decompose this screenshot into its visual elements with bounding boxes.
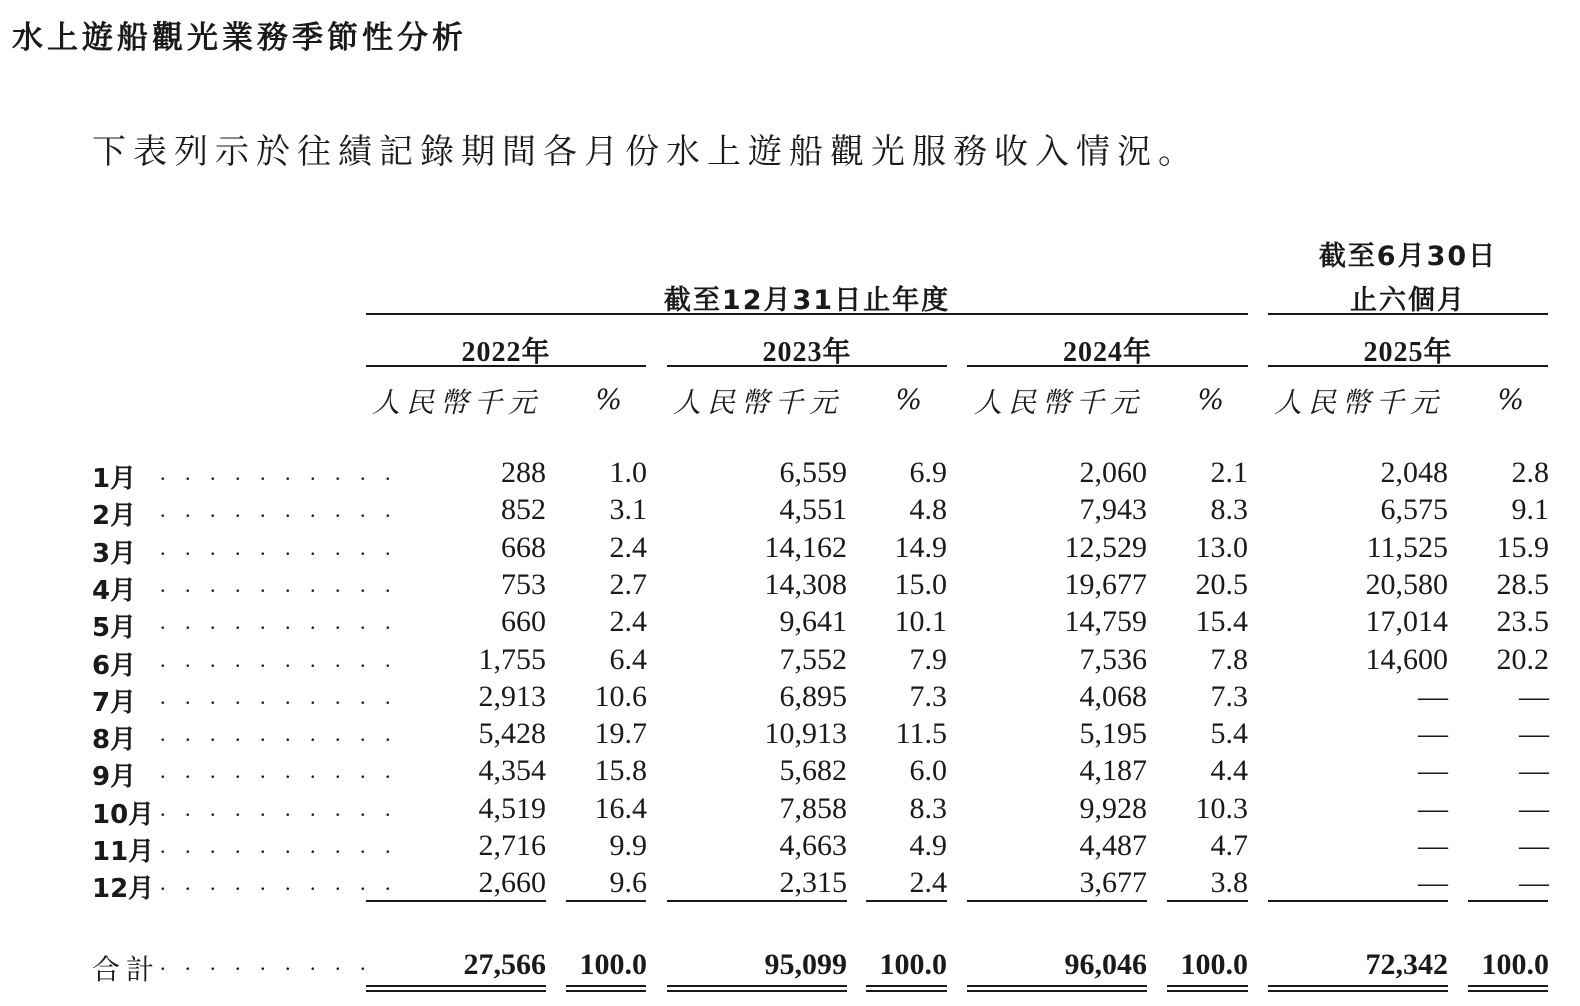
cell-pct-2023: 7.9 (909, 642, 947, 676)
cell-value-2023: 9,641 (779, 605, 847, 639)
total-double-rule (967, 990, 1147, 992)
leader-dots: . . . . . . . . . . (160, 460, 398, 485)
cell-pct-2024: 10.3 (1195, 791, 1248, 825)
leader-dots: . . . . . . . . . . (160, 683, 398, 709)
year-header-2023: 2023年 (762, 337, 852, 368)
subtotal-rule (1468, 900, 1548, 902)
year-header-2024: 2024年 (1062, 337, 1152, 368)
cell-pct-2023: 6.0 (909, 754, 947, 788)
cell-pct-2025: — (1519, 717, 1549, 751)
cell-value-2022: 288 (501, 456, 546, 489)
cell-value-2023: 14,308 (764, 567, 847, 601)
subtotal-rule (866, 900, 947, 902)
cell-pct-2023: 7.3 (909, 679, 947, 713)
cell-value-2022: 4,354 (478, 754, 546, 788)
cell-value-2022: 2,716 (478, 829, 546, 862)
subtotal-rule (1167, 900, 1248, 902)
total-value-2024: 96,046 (1064, 948, 1147, 981)
leader-dots: . . . . . . . . . . (160, 870, 398, 896)
cell-value-2025: 14,600 (1365, 642, 1448, 676)
total-double-rule (1268, 985, 1448, 987)
cell-pct-2022: 2.4 (609, 530, 647, 564)
cell-value-2023: 6,559 (779, 456, 847, 489)
year-rule-2025 (1268, 365, 1548, 367)
total-pct-2023: 100.0 (879, 948, 947, 981)
row-month-label: 7月 (92, 687, 137, 718)
cell-value-2024: 3,677 (1079, 866, 1147, 900)
cell-pct-2025: 20.2 (1496, 642, 1549, 676)
cell-pct-2022: 19.7 (594, 717, 647, 751)
cell-pct-2023: 10.1 (894, 605, 947, 639)
row-month-label: 12月 (92, 874, 155, 905)
pct-header-2023: % (895, 383, 922, 416)
cell-value-2024: 9,928 (1079, 791, 1147, 825)
cell-value-2022: 2,660 (478, 866, 546, 900)
leader-dots: . . . . . . . . . . (160, 534, 398, 560)
cell-value-2025: 20,580 (1365, 567, 1448, 601)
leader-dots: . . . . . . . . . . (160, 646, 398, 672)
pct-header-2022: % (595, 383, 622, 416)
cell-value-2025: — (1418, 829, 1448, 862)
year-rule-2023 (667, 365, 947, 367)
leader-dots: . . . . . . . . . . (160, 795, 398, 821)
cell-value-2024: 4,068 (1079, 679, 1147, 713)
total-leader-dots: . . . . . . . . . (160, 950, 373, 975)
year-group-rule (366, 313, 1248, 315)
total-pct-2025: 100.0 (1481, 948, 1549, 981)
cell-pct-2024: 20.5 (1195, 567, 1248, 601)
cell-value-2022: 5,428 (478, 717, 546, 751)
cell-value-2024: 4,487 (1079, 829, 1147, 862)
cell-value-2025: 2,048 (1380, 456, 1448, 489)
total-pct-2022: 100.0 (579, 948, 647, 981)
cell-pct-2024: 2.1 (1210, 456, 1248, 489)
row-month-label: 2月 (92, 501, 137, 532)
cell-value-2023: 7,858 (779, 791, 847, 825)
subtotal-rule (566, 900, 646, 902)
total-double-rule (866, 985, 947, 987)
period-group-header-line2: 止六個月 (1350, 285, 1466, 316)
cell-value-2025: 6,575 (1380, 493, 1448, 527)
year-group-header: 截至12月31日止年度 (663, 285, 951, 316)
leader-dots: . . . . . . . . . . (160, 833, 398, 858)
cell-value-2023: 4,663 (779, 829, 847, 862)
cell-value-2025: — (1418, 679, 1448, 713)
leader-dots: . . . . . . . . . . (160, 609, 398, 635)
total-double-rule (1167, 985, 1248, 987)
row-month-label: 10月 (92, 799, 155, 830)
cell-pct-2025: 15.9 (1496, 530, 1549, 564)
cell-value-2025: — (1418, 791, 1448, 825)
year-header-2025: 2025年 (1363, 337, 1453, 368)
cell-pct-2024: 13.0 (1195, 530, 1248, 564)
total-double-rule (866, 990, 947, 992)
pct-header-2025: % (1497, 383, 1524, 416)
row-month-label: 9月 (92, 762, 137, 793)
cell-value-2025: — (1418, 866, 1448, 900)
cell-pct-2025: 2.8 (1511, 456, 1549, 489)
cell-value-2023: 6,895 (779, 679, 847, 713)
total-value-2022: 27,566 (463, 948, 546, 981)
cell-pct-2025: 23.5 (1496, 605, 1549, 639)
pct-header-2024: % (1197, 383, 1224, 416)
total-double-rule (566, 990, 646, 992)
row-month-label: 6月 (92, 650, 137, 681)
cell-value-2022: 660 (501, 605, 546, 639)
cell-pct-2022: 15.8 (594, 754, 647, 788)
cell-pct-2022: 9.9 (609, 829, 647, 862)
cell-value-2022: 668 (501, 530, 546, 564)
cell-pct-2022: 2.4 (609, 605, 647, 639)
subtotal-rule (366, 900, 546, 902)
cell-pct-2022: 10.6 (594, 679, 647, 713)
total-double-rule (1167, 990, 1248, 992)
unit-header-2025: 人民幣千元 (1274, 386, 1445, 419)
cell-pct-2025: — (1519, 829, 1549, 862)
year-header-2022: 2022年 (461, 337, 551, 368)
cell-pct-2022: 16.4 (594, 791, 647, 825)
total-double-rule (366, 990, 546, 992)
cell-pct-2023: 15.0 (894, 567, 947, 601)
total-double-rule (566, 985, 646, 987)
cell-pct-2023: 4.9 (909, 829, 947, 862)
leader-dots: . . . . . . . . . . (160, 571, 398, 597)
total-double-rule (1468, 990, 1548, 992)
period-group-rule (1268, 313, 1548, 315)
cell-value-2025: 11,525 (1366, 530, 1448, 564)
cell-value-2025: 17,014 (1365, 605, 1448, 639)
cell-value-2023: 5,682 (779, 754, 847, 788)
cell-pct-2024: 7.3 (1210, 679, 1248, 713)
total-double-rule (667, 985, 847, 987)
total-value-2025: 72,342 (1365, 948, 1448, 981)
period-group-header-line1: 截至6月30日 (1318, 241, 1498, 272)
cell-value-2024: 2,060 (1079, 456, 1147, 489)
unit-header-2023: 人民幣千元 (673, 386, 844, 419)
cell-pct-2024: 5.4 (1210, 717, 1248, 751)
cell-value-2023: 10,913 (764, 717, 847, 751)
cell-value-2024: 7,536 (1079, 642, 1147, 676)
cell-pct-2024: 3.8 (1210, 866, 1248, 900)
cell-pct-2025: — (1519, 754, 1549, 788)
cell-value-2022: 852 (501, 493, 546, 527)
leader-dots: . . . . . . . . . . (160, 721, 398, 747)
cell-value-2024: 19,677 (1064, 567, 1147, 601)
cell-value-2024: 7,943 (1079, 493, 1147, 527)
intro-text: 下表列示於往績記錄期間各月份水上遊船觀光服務收入情況。 (92, 132, 1199, 172)
cell-value-2023: 4,551 (779, 493, 847, 527)
cell-value-2024: 4,187 (1079, 754, 1147, 788)
row-month-label: 3月 (92, 538, 137, 569)
row-month-label: 5月 (92, 613, 137, 644)
cell-value-2022: 753 (501, 567, 546, 601)
total-double-rule (667, 990, 847, 992)
cell-pct-2022: 3.1 (609, 493, 647, 527)
cell-pct-2023: 14.9 (894, 530, 947, 564)
cell-value-2025: — (1418, 754, 1448, 788)
total-double-rule (1268, 990, 1448, 992)
total-double-rule (366, 985, 546, 987)
unit-header-2022: 人民幣千元 (372, 386, 543, 419)
leader-dots: . . . . . . . . . . (160, 758, 398, 784)
cell-value-2022: 4,519 (478, 791, 546, 825)
cell-pct-2024: 7.8 (1210, 642, 1248, 676)
cell-pct-2025: — (1519, 791, 1549, 825)
row-month-label: 11月 (92, 837, 155, 867)
total-double-rule (967, 985, 1147, 987)
section-title: 水上遊船觀光業務季節性分析 (12, 20, 467, 56)
cell-pct-2023: 8.3 (909, 791, 947, 825)
total-double-rule (1468, 985, 1548, 987)
subtotal-rule (667, 900, 847, 902)
cell-value-2023: 2,315 (779, 866, 847, 900)
cell-pct-2025: — (1519, 866, 1549, 900)
cell-pct-2022: 6.4 (609, 642, 647, 676)
cell-pct-2022: 1.0 (609, 456, 647, 489)
cell-pct-2024: 8.3 (1210, 493, 1248, 527)
total-pct-2024: 100.0 (1180, 948, 1248, 981)
cell-value-2024: 12,529 (1064, 530, 1147, 564)
leader-dots: . . . . . . . . . . (160, 497, 398, 523)
cell-pct-2024: 4.7 (1210, 829, 1248, 862)
cell-value-2025: — (1418, 717, 1448, 751)
total-label: 合計 (92, 953, 161, 986)
row-month-label: 8月 (92, 725, 137, 756)
total-value-2023: 95,099 (764, 948, 847, 981)
subtotal-rule (1268, 900, 1448, 902)
year-rule-2024 (967, 365, 1248, 367)
cell-value-2024: 14,759 (1064, 605, 1147, 639)
cell-pct-2025: 28.5 (1496, 567, 1549, 601)
cell-value-2022: 2,913 (478, 679, 546, 713)
cell-pct-2024: 15.4 (1195, 605, 1248, 639)
cell-pct-2022: 2.7 (609, 567, 647, 601)
row-month-label: 4月 (92, 575, 137, 606)
cell-pct-2025: — (1519, 679, 1549, 713)
cell-pct-2023: 11.5 (895, 717, 947, 751)
cell-pct-2023: 2.4 (909, 866, 947, 900)
unit-header-2024: 人民幣千元 (974, 386, 1145, 419)
cell-pct-2022: 9.6 (609, 866, 647, 900)
cell-value-2023: 14,162 (764, 530, 847, 564)
cell-value-2022: 1,755 (478, 642, 546, 676)
cell-value-2024: 5,195 (1079, 717, 1147, 751)
cell-pct-2023: 4.8 (909, 493, 947, 527)
cell-pct-2023: 6.9 (909, 456, 947, 489)
cell-pct-2025: 9.1 (1511, 493, 1549, 527)
subtotal-rule (967, 900, 1147, 902)
row-month-label: 1月 (92, 464, 137, 494)
cell-value-2023: 7,552 (779, 642, 847, 676)
cell-pct-2024: 4.4 (1210, 754, 1248, 788)
year-rule-2022 (366, 365, 646, 367)
